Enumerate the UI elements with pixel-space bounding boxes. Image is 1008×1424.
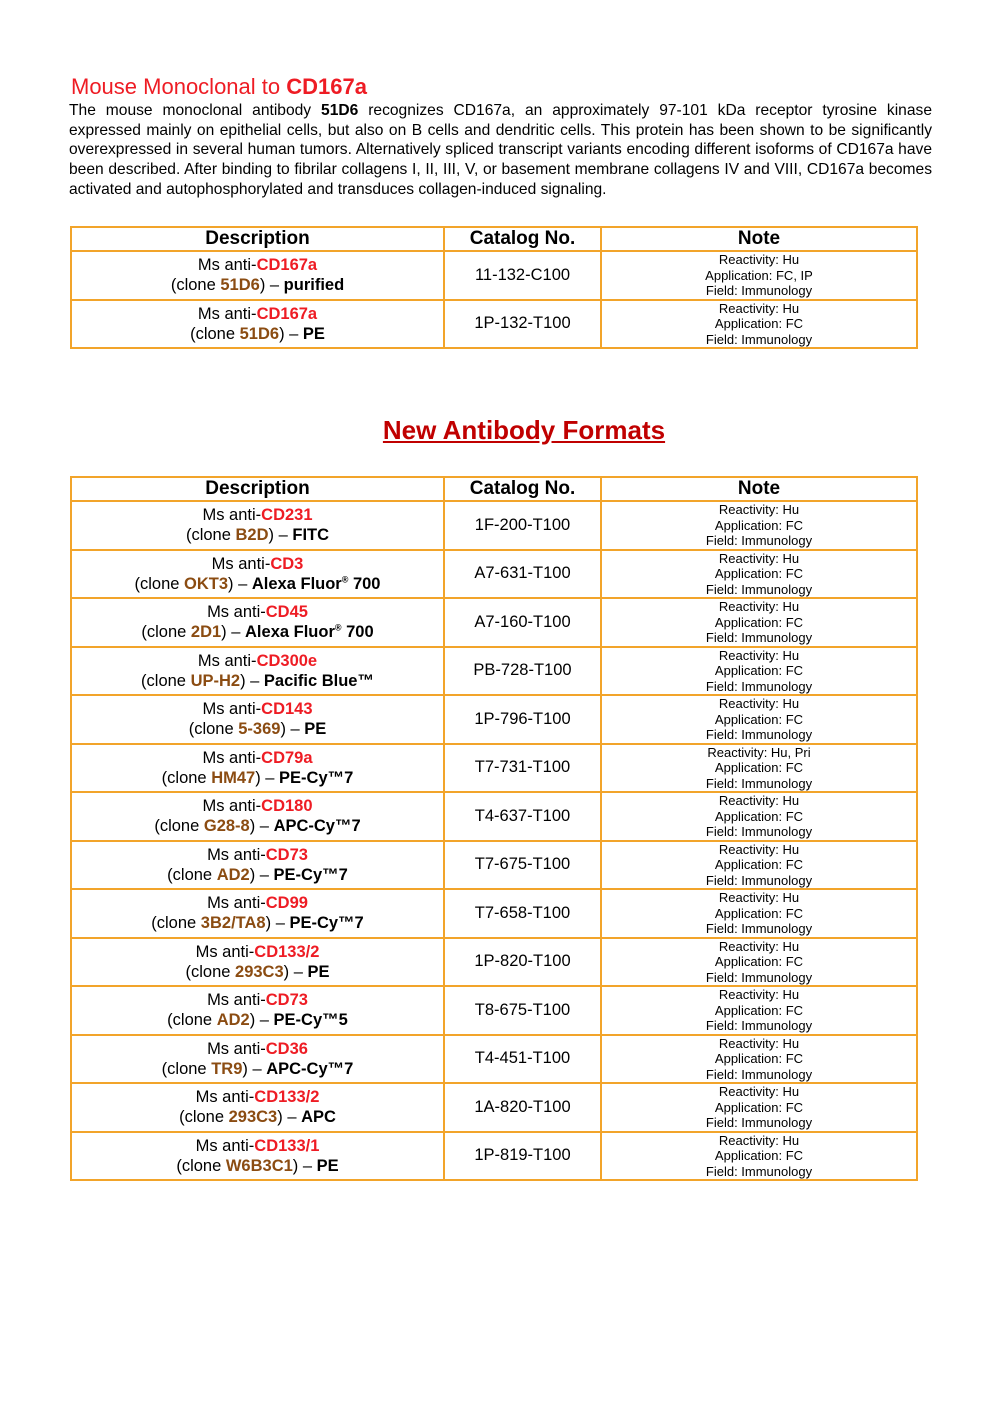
conjugate-format: purified — [283, 276, 345, 295]
description-cell — [71, 598, 444, 647]
table-row — [71, 938, 917, 987]
note-line: Application: FC — [714, 663, 804, 678]
note-line: Field: Immunology — [705, 969, 813, 985]
note-cell — [601, 938, 917, 987]
clone-prefix: (clone — [167, 1011, 217, 1030]
catalog-number: A7-160-T100 — [444, 598, 601, 647]
clone-prefix: (clone — [179, 1108, 229, 1127]
note-line: Reactivity: Hu — [718, 987, 800, 1002]
catalog-number: A7-631-T100 — [444, 550, 601, 599]
description-cell — [71, 647, 444, 696]
description-cell — [71, 1083, 444, 1132]
header-description: Description — [71, 477, 444, 501]
note-line: Field: Immunology — [705, 1018, 813, 1033]
target-antigen: CD167a — [256, 304, 318, 323]
product-prefix: Ms anti- — [207, 603, 266, 622]
product-prefix: Ms anti- — [195, 1088, 255, 1107]
table-row — [71, 251, 917, 300]
clone-prefix: (clone — [141, 623, 191, 642]
format-separator: ) – — [249, 817, 274, 836]
description-cell — [71, 744, 444, 793]
clone-prefix: (clone — [167, 865, 217, 884]
product-prefix: Ms anti- — [207, 894, 266, 913]
format-separator: ) – — [283, 962, 308, 981]
note-line: Application: FC — [714, 954, 804, 969]
note-line: Field: Immunology — [705, 533, 813, 548]
table-row — [71, 501, 917, 550]
header-description: Description — [71, 227, 444, 251]
note-cell — [601, 792, 917, 841]
clone-prefix: (clone — [154, 817, 204, 836]
note-line: Field: Immunology — [705, 824, 813, 839]
note-line: Reactivity: Hu — [718, 1084, 800, 1099]
catalog-number: 1P-820-T100 — [444, 938, 601, 987]
clone-name: W6B3C1 — [225, 1156, 293, 1175]
clone-name: G28-8 — [203, 817, 250, 836]
clone-name: 5-369 — [238, 720, 281, 739]
clone-prefix: (clone — [141, 671, 191, 690]
note-line: Field: Immunology — [705, 1115, 813, 1130]
clone-prefix: (clone — [185, 962, 236, 981]
header-note: Note — [601, 477, 917, 501]
note-line: Application: FC, IP — [705, 267, 813, 283]
note-line: Application: FC — [714, 808, 804, 824]
catalog-number: 1P-819-T100 — [444, 1132, 601, 1181]
note-line: Field: Immunology — [705, 775, 813, 791]
conjugate-format: APC-Cy™7 — [266, 1059, 354, 1078]
note-cell — [601, 1035, 917, 1084]
clone-name: 293C3 — [235, 962, 284, 981]
note-line: Application: FC — [714, 614, 804, 630]
product-table-new-formats — [70, 476, 918, 1181]
table-row — [71, 300, 917, 349]
product-prefix: Ms anti- — [202, 506, 262, 525]
product-prefix: Ms anti- — [195, 1136, 255, 1155]
note-line: Reactivity: Hu — [718, 1035, 800, 1051]
table-header-row — [71, 477, 917, 501]
description-cell — [71, 1035, 444, 1084]
conjugate-format: PE-Cy™7 — [273, 865, 348, 884]
table-row — [71, 986, 917, 1035]
target-antigen: CD99 — [265, 894, 308, 913]
note-line: Application: FC — [714, 760, 804, 775]
clone-name: 293C3 — [228, 1108, 278, 1127]
target-antigen: CD231 — [261, 506, 313, 525]
conjugate-format: Alexa Fluor — [251, 574, 342, 593]
note-cell — [601, 251, 917, 300]
note-line: Field: Immunology — [705, 331, 813, 347]
conjugate-format: PE — [304, 720, 327, 739]
clone-prefix: (clone — [170, 276, 221, 295]
description-cell — [71, 889, 444, 938]
description-cell — [71, 938, 444, 987]
note-cell — [601, 550, 917, 599]
clone-name: AD2 — [216, 1011, 250, 1030]
format-separator: ) – — [249, 1011, 274, 1030]
note-line: Reactivity: Hu — [718, 502, 800, 517]
description-cell — [71, 550, 444, 599]
clone-prefix: (clone — [161, 1059, 212, 1078]
catalog-number: 1P-796-T100 — [444, 695, 601, 744]
target-antigen: CD3 — [270, 554, 304, 573]
note-line: Reactivity: Hu, Pri — [707, 744, 811, 760]
catalog-number: 1A-820-T100 — [444, 1083, 601, 1132]
conjugate-format: APC-Cy™7 — [273, 817, 361, 836]
note-line: Field: Immunology — [705, 1163, 813, 1179]
format-separator: ) – — [268, 526, 293, 545]
target-antigen: CD133/1 — [254, 1136, 320, 1155]
format-separator: ) – — [265, 914, 290, 933]
note-line: Application: FC — [714, 1051, 804, 1066]
header-catalog: Catalog No. — [444, 227, 601, 251]
description-cell — [71, 251, 444, 300]
target-antigen: CD300e — [256, 651, 318, 670]
note-line: Reactivity: Hu — [718, 252, 800, 267]
target-antigen: CD133/2 — [254, 942, 320, 961]
note-line: Field: Immunology — [705, 921, 813, 936]
note-line: Reactivity: Hu — [718, 550, 800, 566]
note-cell — [601, 744, 917, 793]
product-prefix: Ms anti- — [197, 304, 257, 323]
conjugate-format: Pacific Blue™ — [263, 671, 374, 690]
description-paragraph — [69, 101, 932, 200]
catalog-number: 1F-200-T100 — [444, 501, 601, 550]
clone-name: 51D6 — [220, 276, 260, 295]
conjugate-format: APC — [301, 1108, 336, 1127]
note-line: Reactivity: Hu — [718, 841, 800, 857]
header-note: Note — [601, 227, 917, 251]
format-separator: ) – — [280, 720, 305, 739]
product-prefix: Ms anti- — [197, 651, 257, 670]
clone-prefix: (clone — [151, 914, 201, 933]
note-line: Field: Immunology — [705, 872, 813, 888]
table-row — [71, 1132, 917, 1181]
table-row — [71, 598, 917, 647]
note-line: Field: Immunology — [705, 727, 813, 742]
note-cell — [601, 647, 917, 696]
description-cell — [71, 501, 444, 550]
clone-prefix: (clone — [185, 526, 236, 545]
table-row — [71, 550, 917, 599]
note-line: Application: FC — [714, 566, 804, 581]
conjugate-format: PE — [307, 962, 330, 981]
note-line: Application: FC — [714, 517, 804, 533]
product-prefix: Ms anti- — [197, 256, 257, 275]
note-line: Field: Immunology — [705, 581, 813, 597]
clone-prefix: (clone — [176, 1156, 226, 1175]
clone-name: AD2 — [216, 865, 250, 884]
para-text-1: The mouse monoclonal antibody — [69, 102, 322, 119]
conjugate-format: PE — [316, 1156, 339, 1175]
registered-mark: ® — [334, 622, 342, 633]
target-antigen: CD36 — [265, 1039, 308, 1058]
table-row — [71, 1035, 917, 1084]
catalog-number: T7-658-T100 — [444, 889, 601, 938]
catalog-number: T4-451-T100 — [444, 1035, 601, 1084]
clone-prefix: (clone — [190, 324, 240, 343]
new-formats-heading: New Antibody Formats — [382, 415, 666, 445]
clone-prefix: (clone — [161, 768, 212, 787]
title-target: CD167a — [286, 74, 367, 99]
target-antigen: CD79a — [261, 748, 313, 767]
note-line: Field: Immunology — [705, 1066, 813, 1082]
description-cell — [71, 792, 444, 841]
clone-name: HM47 — [211, 768, 256, 787]
note-line: Application: FC — [714, 905, 804, 921]
note-line: Application: FC — [714, 1002, 804, 1018]
clone-name: 2D1 — [190, 623, 222, 642]
catalog-number: 11-132-C100 — [444, 251, 601, 300]
registered-mark: ® — [341, 574, 349, 585]
format-separator: ) – — [240, 671, 264, 690]
note-cell — [601, 695, 917, 744]
note-cell — [601, 501, 917, 550]
description-cell — [71, 695, 444, 744]
format-separator: ) – — [249, 865, 274, 884]
target-antigen: CD73 — [265, 845, 308, 864]
format-separator: ) – — [277, 1108, 302, 1127]
product-prefix: Ms anti- — [207, 1039, 266, 1058]
note-line: Application: FC — [714, 316, 804, 331]
product-prefix: Ms anti- — [202, 748, 262, 767]
section-title — [71, 74, 367, 100]
description-cell — [71, 300, 444, 349]
target-antigen: CD167a — [256, 256, 318, 275]
table-row — [71, 889, 917, 938]
product-table-cd167a — [70, 226, 918, 349]
target-antigen: CD45 — [265, 603, 308, 622]
header-catalog: Catalog No. — [444, 477, 601, 501]
catalog-number: PB-728-T100 — [444, 647, 601, 696]
clone-prefix: (clone — [188, 720, 239, 739]
table-header-row — [71, 227, 917, 251]
format-separator: ) – — [221, 623, 246, 642]
product-prefix: Ms anti- — [202, 797, 262, 816]
target-antigen: CD143 — [261, 700, 313, 719]
note-line: Application: FC — [714, 1099, 804, 1115]
catalog-number: T8-675-T100 — [444, 986, 601, 1035]
conjugate-format: Alexa Fluor — [245, 623, 335, 642]
clone-name: 3B2/TA8 — [200, 914, 266, 933]
catalog-number: T4-637-T100 — [444, 792, 601, 841]
product-prefix: Ms anti- — [207, 845, 266, 864]
table-row — [71, 744, 917, 793]
conjugate-format-suffix: 700 — [341, 623, 374, 642]
note-line: Reactivity: Hu — [718, 300, 800, 316]
clone-name: TR9 — [211, 1059, 243, 1078]
format-separator: ) – — [259, 276, 284, 295]
clone-prefix: (clone — [134, 574, 185, 593]
catalog-number: 1P-132-T100 — [444, 300, 601, 349]
note-line: Application: FC — [714, 711, 804, 727]
note-cell — [601, 986, 917, 1035]
note-line: Reactivity: Hu — [718, 793, 800, 808]
format-separator: ) – — [228, 574, 252, 593]
conjugate-format-suffix: 700 — [348, 574, 381, 593]
note-line: Reactivity: Hu — [718, 938, 800, 954]
product-prefix: Ms anti- — [207, 991, 266, 1010]
conjugate-format: FITC — [292, 526, 330, 545]
title-prefix: Mouse Monoclonal to — [71, 74, 287, 99]
note-cell — [601, 889, 917, 938]
catalog-number: T7-731-T100 — [444, 744, 601, 793]
note-cell — [601, 1132, 917, 1181]
catalog-number: T7-675-T100 — [444, 841, 601, 890]
description-cell — [71, 841, 444, 890]
clone-name: B2D — [235, 526, 269, 545]
table-row — [71, 647, 917, 696]
format-separator: ) – — [242, 1059, 267, 1078]
note-line: Reactivity: Hu — [718, 647, 800, 663]
product-prefix: Ms anti- — [211, 554, 271, 573]
note-line: Reactivity: Hu — [718, 1132, 800, 1148]
product-prefix: Ms anti- — [202, 700, 262, 719]
para-text-2: recognizes CD167a, an approximately 97-101 kDa receptor tyrosine kinase expressed mainly on epithelial cells, but also on B cells and dendritic cells. This protein has been shown to be significantly overexpressed in several human tumors. Alternatively spliced transcript variants encoding different isoforms of CD167a have been described. After binding to fibrilar collagens I, II, III, V, or basement membrane collagens IV and VIII, CD167a becomes activated and autophosphorylated and transduces collagen-induced signaling. — [69, 102, 932, 198]
description-cell — [71, 1132, 444, 1181]
note-line: Field: Immunology — [705, 630, 813, 645]
format-separator: ) – — [255, 768, 280, 787]
conjugate-format: PE-Cy™7 — [289, 914, 364, 933]
conjugate-format: PE — [302, 324, 325, 343]
format-separator: ) – — [279, 324, 303, 343]
table-row — [71, 1083, 917, 1132]
table-row — [71, 841, 917, 890]
target-antigen: CD73 — [265, 991, 308, 1010]
note-cell — [601, 1083, 917, 1132]
clone-name: 51D6 — [239, 324, 280, 343]
note-cell — [601, 841, 917, 890]
clone-name: OKT3 — [184, 574, 229, 593]
note-cell — [601, 300, 917, 349]
note-line: Reactivity: Hu — [718, 890, 800, 905]
para-clone-name: 51D6 — [321, 102, 359, 119]
clone-name: UP-H2 — [190, 671, 241, 690]
conjugate-format: PE-Cy™5 — [273, 1011, 348, 1030]
target-antigen: CD180 — [261, 797, 313, 816]
note-line: Reactivity: Hu — [718, 599, 800, 614]
table-row — [71, 695, 917, 744]
target-antigen: CD133/2 — [254, 1088, 320, 1107]
format-separator: ) – — [292, 1156, 317, 1175]
note-line: Application: FC — [714, 857, 804, 872]
table-row — [71, 792, 917, 841]
conjugate-format: PE-Cy™7 — [279, 768, 354, 787]
description-cell — [71, 986, 444, 1035]
note-line: Field: Immunology — [705, 678, 813, 694]
note-line: Application: FC — [714, 1148, 804, 1163]
product-prefix: Ms anti- — [195, 942, 255, 961]
note-line: Reactivity: Hu — [718, 696, 800, 711]
note-cell — [601, 598, 917, 647]
note-line: Field: Immunology — [705, 283, 813, 298]
